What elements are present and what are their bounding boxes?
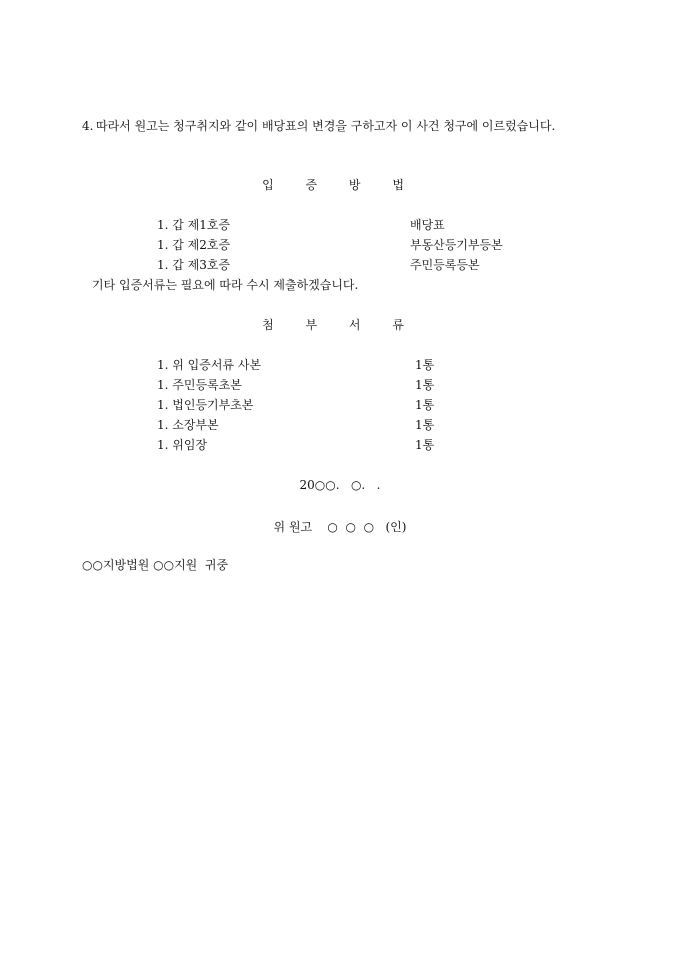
evidence-value: 주민등록등본 <box>410 258 480 272</box>
evidence-value: 배당표 <box>410 218 445 232</box>
evidence-note: 기타 입증서류는 필요에 따라 수시 제출하겠습니다. <box>92 278 359 292</box>
evidence-row <box>0 256 680 274</box>
attachment-count: 1통 <box>415 438 435 452</box>
attachment-label: 1. 위 입증서류 사본 <box>157 358 262 372</box>
attachment-row <box>0 436 680 454</box>
plaintiff-signature: 위 원고 ○ ○ ○ (인) <box>273 520 407 534</box>
attachment-label: 1. 위임장 <box>157 438 208 452</box>
evidence-label: 1. 갑 제3호증 <box>157 258 231 272</box>
attachment-count: 1통 <box>415 398 435 412</box>
attachment-row <box>0 376 680 394</box>
attachment-label: 1. 주민등록초본 <box>157 378 242 392</box>
attachment-count: 1통 <box>415 358 435 372</box>
paragraph-4 <box>82 116 602 136</box>
evidence-value: 부동산등기부등본 <box>410 238 503 252</box>
paragraph-text: 따라서 원고는 청구취지와 같이 배당표의 변경을 구하고자 이 사건 청구에 이르렀습니다. <box>96 119 556 133</box>
evidence-label: 1. 갑 제1호증 <box>157 218 231 232</box>
attachment-row <box>0 356 680 374</box>
evidence-row <box>0 236 680 254</box>
attachment-count: 1통 <box>415 378 435 392</box>
evidence-label: 1. 갑 제2호증 <box>157 238 231 252</box>
attachment-label: 1. 소장부본 <box>157 418 219 432</box>
attachments-title: 첨 부 서 류 <box>262 318 418 332</box>
attachment-count: 1통 <box>415 418 435 432</box>
paragraph-number: 4. <box>82 119 94 133</box>
attachment-row <box>0 416 680 434</box>
evidence-row <box>0 216 680 234</box>
evidence-title: 입 증 방 법 <box>262 178 418 192</box>
court-addressee: ○○지방법원 ○○지원 귀중 <box>82 558 229 572</box>
document-date: 20○○. ○. . <box>299 478 381 492</box>
attachment-row <box>0 396 680 414</box>
attachment-label: 1. 법인등기부초본 <box>157 398 254 412</box>
